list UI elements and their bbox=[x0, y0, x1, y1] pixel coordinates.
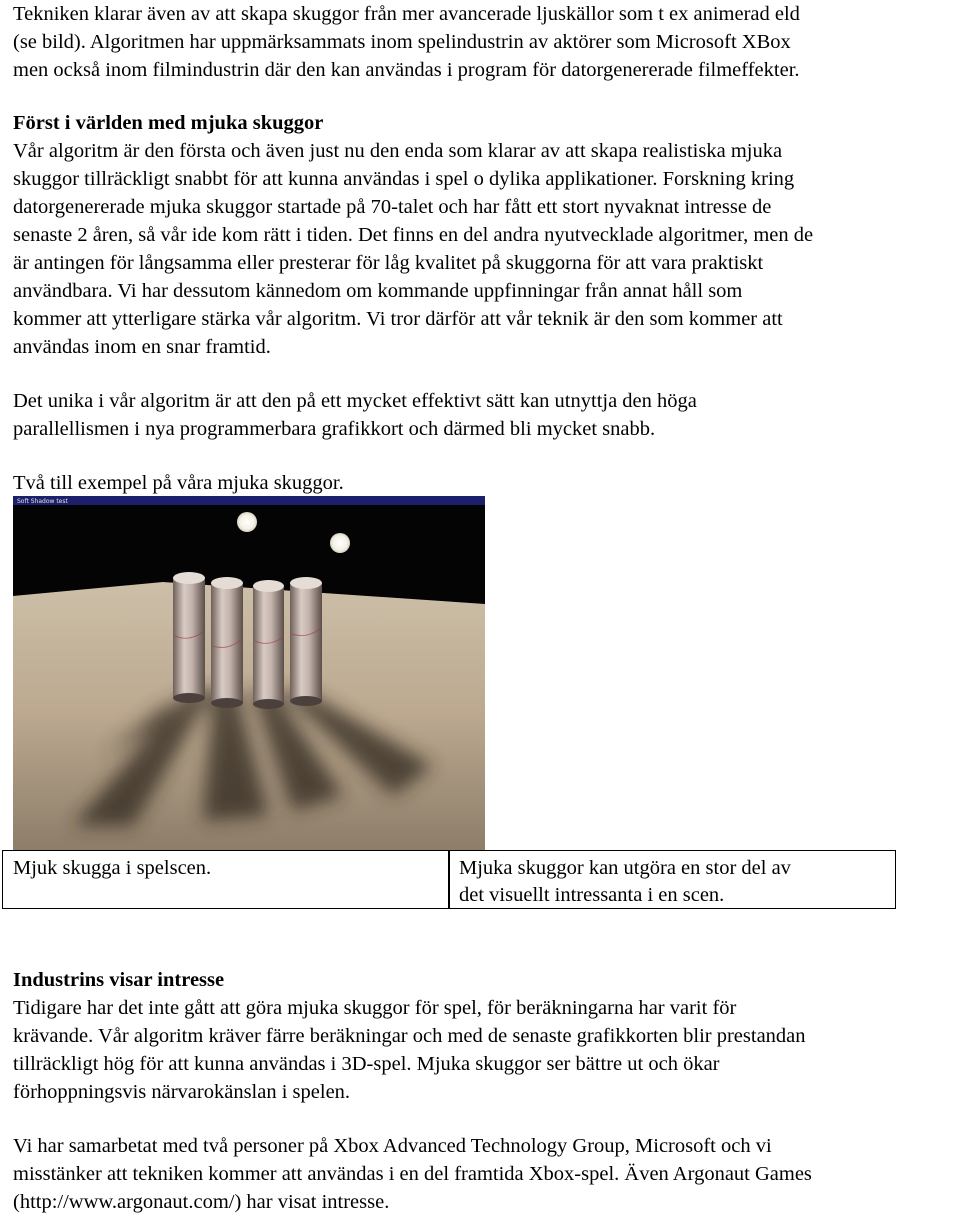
section-heading: Först i världen med mjuka skuggor bbox=[13, 112, 324, 134]
caption-left bbox=[2, 850, 450, 909]
body-line: användbara. Vi har dessutom kännedom om kommande uppfinningar från annat håll som bbox=[13, 280, 743, 302]
body-line: Vår algoritm är den första och även just nu den enda som klarar av att skapa realistiska mjuka bbox=[13, 140, 783, 162]
light-source bbox=[237, 512, 257, 532]
caption-text: Mjuka skuggor kan utgöra en stor del av bbox=[459, 857, 791, 879]
examples-intro: Två till exempel på våra mjuka skuggor. bbox=[13, 472, 344, 494]
body-line: kommer att ytterligare stärka vår algoritm. Vi tror därför att vår teknik är den som kommer att bbox=[13, 308, 783, 330]
intro-line: (se bild). Algoritmen har uppmärksammats inom spelindustrin av aktörer som Microsoft XBox bbox=[13, 31, 791, 53]
body-line: (http://www.argonaut.com/) har visat intresse. bbox=[13, 1191, 390, 1213]
body-line: användas inom en snar framtid. bbox=[13, 336, 271, 358]
body-line: är antingen för långsamma eller presterar för låg kvalitet på skuggorna för att vara praktiskt bbox=[13, 252, 764, 274]
body-line: förhoppningsvis närvarokänslan i spelen. bbox=[13, 1081, 351, 1103]
section-heading: Industrins visar intresse bbox=[13, 969, 225, 991]
window-title: Soft Shadow test bbox=[17, 498, 68, 505]
body-line: parallellismen i nya programmerbara grafikkort och därmed bli mycket snabb. bbox=[13, 418, 656, 440]
body-line: Vi har samarbetat med två personer på Xbox Advanced Technology Group, Microsoft och vi bbox=[13, 1135, 772, 1157]
caption-text: Mjuk skugga i spelscen. bbox=[13, 857, 212, 879]
caption-right bbox=[448, 850, 896, 909]
intro-line: men också inom filmindustrin där den kan användas i program för datorgenererade filmeffekter. bbox=[13, 59, 800, 81]
caption-text: det visuellt intressanta i en scen. bbox=[459, 884, 725, 906]
body-line: tillräckligt hög för att kunna användas i 3D-spel. Mjuka skuggor ser bättre ut och ökar bbox=[13, 1053, 720, 1075]
pillar bbox=[253, 580, 284, 709]
body-line: datorgenererade mjuka skuggor startade på 70-talet och har fått ett stort nyvaknat intresse de bbox=[13, 196, 772, 218]
body-line: Tidigare har det inte gått att göra mjuka skuggor för spel, för beräkningarna har varit för bbox=[13, 997, 737, 1019]
body-line: skuggor tillräckligt snabbt för att kunna användas i spel o dylika applikationer. Forskning kring bbox=[13, 168, 795, 190]
intro-line: Tekniken klarar även av att skapa skuggor från mer avancerade ljuskällor som t ex animerad eld bbox=[13, 3, 800, 25]
soft-shadow-screenshot bbox=[13, 496, 485, 850]
body-line: Det unika i vår algoritm är att den på ett mycket effektivt sätt kan utnyttja den höga bbox=[13, 390, 697, 412]
light-source bbox=[330, 533, 350, 553]
pillar bbox=[290, 577, 322, 706]
body-line: senaste 2 åren, så vår ide kom rätt i tiden. Det finns en del andra nyutvecklade algoritmer, men de bbox=[13, 224, 814, 246]
body-line: krävande. Vår algoritm kräver färre beräkningar och med de senaste grafikkorten blir prestandan bbox=[13, 1025, 806, 1047]
body-line: misstänker att tekniken kommer att användas i en del framtida Xbox-spel. Även Argonaut Games bbox=[13, 1163, 812, 1185]
